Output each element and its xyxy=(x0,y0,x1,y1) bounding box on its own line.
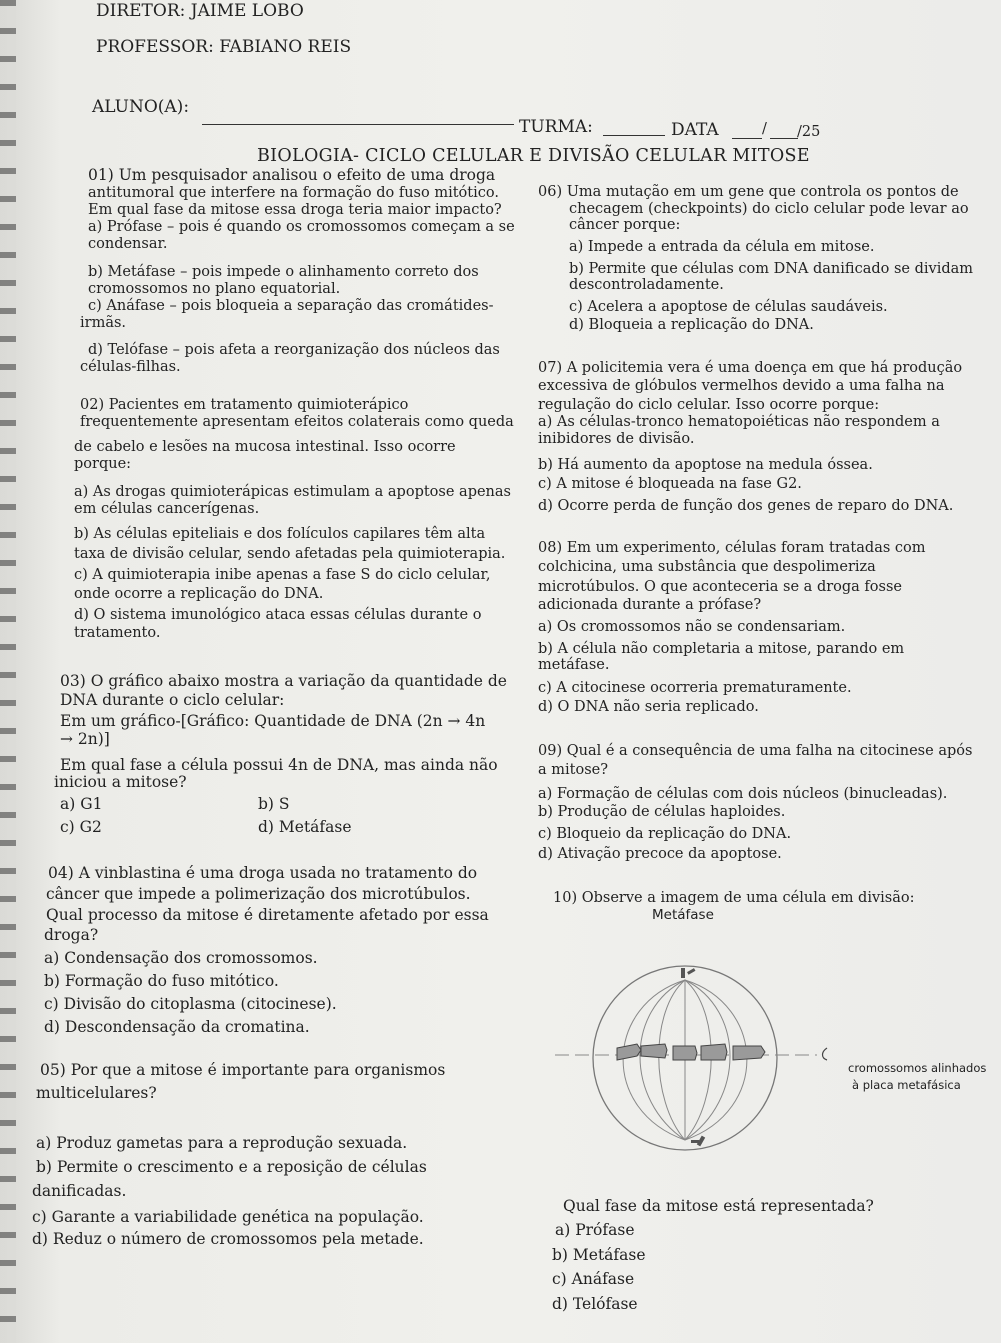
q8-option-b[interactable]: b) A célula não completaria a mitose, parando em xyxy=(538,641,905,657)
q3-text: 03) O gráfico abaixo mostra a variação da quantidade de xyxy=(60,672,507,690)
q2-text: 02) Pacientes em tratamento quimioterápico xyxy=(80,397,409,413)
q7-option-a[interactable]: a) As células-tronco hematopoiéticas não respondem a xyxy=(538,414,940,430)
q9-option-c[interactable]: c) Bloqueio da replicação do DNA. xyxy=(538,826,792,842)
q2-option-d[interactable]: tratamento. xyxy=(74,625,161,641)
q10-option-a[interactable]: a) Prófase xyxy=(555,1221,635,1239)
q1-text: Em qual fase da mitose essa droga teria maior impacto? xyxy=(88,202,502,218)
q2-option-a[interactable]: em células cancerígenas. xyxy=(74,501,260,517)
q10-option-d[interactable]: d) Telófase xyxy=(552,1295,638,1313)
figure-label-line2: à placa metafásica xyxy=(852,1078,961,1092)
class-field[interactable] xyxy=(603,135,665,136)
q9-text: 09) Qual é a consequência de uma falha na citocinese após xyxy=(538,743,973,759)
q6-option-c[interactable]: c) Acelera a apoptose de células saudáveis. xyxy=(569,299,888,315)
spiral-binding xyxy=(0,0,16,1343)
q4-option-b[interactable]: b) Formação do fuso mitótico. xyxy=(44,972,279,990)
q7-text: 07) A policitemia vera é uma doença em que há produção xyxy=(538,360,963,376)
q6-option-a[interactable]: a) Impede a entrada da célula em mitose. xyxy=(569,239,875,255)
q7-option-a[interactable]: inibidores de divisão. xyxy=(538,431,695,447)
q3-text: iniciou a mitose? xyxy=(54,773,187,791)
date-day-field[interactable] xyxy=(732,138,762,139)
date-label: DATA xyxy=(671,120,719,140)
q1-option-b[interactable]: b) Metáfase – pois impede o alinhamento correto dos xyxy=(88,264,479,280)
q3-option-c[interactable]: c) G2 xyxy=(60,818,102,836)
q7-option-c[interactable]: c) A mitose é bloqueada na fase G2. xyxy=(538,476,802,492)
q8-text: microtúbulos. O que aconteceria se a droga fosse xyxy=(538,579,902,595)
q5-option-d[interactable]: d) Reduz o número de cromossomos pela metade. xyxy=(32,1230,424,1248)
q4-option-c[interactable]: c) Divisão do citoplasma (citocinese). xyxy=(44,995,337,1013)
q9-text: a mitose? xyxy=(538,762,608,778)
q4-text: câncer que impede a polimerização dos microtúbulos. xyxy=(46,885,471,903)
q9-option-d[interactable]: d) Ativação precoce da apoptose. xyxy=(538,846,782,862)
q2-option-d[interactable]: d) O sistema imunológico ataca essas células durante o xyxy=(74,607,482,623)
q6-text: checagem (checkpoints) do ciclo celular pode levar ao xyxy=(569,201,969,217)
q5-option-b[interactable]: b) Permite o crescimento e a reposição de células xyxy=(36,1158,427,1176)
q5-option-b[interactable]: danificadas. xyxy=(32,1182,127,1200)
q4-text: Qual processo da mitose é diretamente afetado por essa xyxy=(46,906,489,924)
q8-text: colchicina, uma substância que despolimeriza xyxy=(538,559,876,575)
professor-line: PROFESSOR: FABIANO REIS xyxy=(96,37,352,57)
q2-option-b[interactable]: b) As células epiteliais e dos folículos capilares têm alta xyxy=(74,526,486,542)
director-line: DIRETOR: JAIME LOBO xyxy=(96,1,304,21)
q3-text: → 2n)] xyxy=(60,730,110,748)
q4-text: 04) A vinblastina é uma droga usada no tratamento do xyxy=(48,864,478,882)
q8-text: adicionada durante a prófase? xyxy=(538,597,762,613)
date-separator: / xyxy=(762,121,767,137)
q1-option-c[interactable]: irmãs. xyxy=(80,315,127,331)
q8-text: 08) Em um experimento, células foram tratadas com xyxy=(538,540,926,556)
q2-option-b[interactable]: taxa de divisão celular, sendo afetadas pela quimioterapia. xyxy=(74,546,506,562)
q7-text: excessiva de glóbulos vermelhos devido a uma falha na xyxy=(538,378,945,394)
q2-text: de cabelo e lesões na mucosa intestinal. Isso ocorre xyxy=(74,439,456,455)
q3-text: Em um gráfico-[Gráfico: Quantidade de DNA (2n → 4n xyxy=(60,712,486,730)
student-name-field[interactable] xyxy=(202,124,514,125)
q3-option-a[interactable]: a) G1 xyxy=(60,795,103,813)
q1-option-a[interactable]: a) Prófase – pois é quando os cromossomos começam a se xyxy=(88,219,515,235)
q8-option-a[interactable]: a) Os cromossomos não se condensariam. xyxy=(538,619,846,635)
q5-text: 05) Por que a mitose é importante para organismos xyxy=(40,1061,446,1079)
q6-option-b[interactable]: descontroladamente. xyxy=(569,277,724,293)
metaphase-cell-diagram xyxy=(555,950,835,1170)
q1-text: 01) Um pesquisador analisou o efeito de uma droga xyxy=(88,166,496,184)
q2-option-a[interactable]: a) As drogas quimioterápicas estimulam a apoptose apenas xyxy=(74,484,511,500)
figure-label-line1: cromossomos alinhados xyxy=(848,1061,987,1075)
q6-option-d[interactable]: d) Bloqueia a replicação do DNA. xyxy=(569,317,814,333)
date-year: /25 xyxy=(797,124,821,140)
page-title: BIOLOGIA- CICLO CELULAR E DIVISÃO CELULAR MITOSE xyxy=(257,146,810,166)
q4-option-d[interactable]: d) Descondensação da cromatina. xyxy=(44,1018,310,1036)
q2-text: frequentemente apresentam efeitos colaterais como queda xyxy=(80,414,514,430)
aligned-chromosomes xyxy=(617,1044,765,1060)
q4-text: droga? xyxy=(44,926,99,944)
q1-option-d[interactable]: d) Telófase – pois afeta a reorganização dos núcleos das xyxy=(88,342,500,358)
q8-option-c[interactable]: c) A citocinese ocorreria prematuramente. xyxy=(538,680,852,696)
student-label: ALUNO(A): xyxy=(92,97,190,117)
q10-question: Qual fase da mitose está representada? xyxy=(563,1197,874,1215)
figure-title: Metáfase xyxy=(652,907,714,923)
q7-option-b[interactable]: b) Há aumento da apoptose na medula óssea. xyxy=(538,457,873,473)
centriole-top-icon xyxy=(681,968,695,978)
q8-option-d[interactable]: d) O DNA não seria replicado. xyxy=(538,699,759,715)
q5-text: multicelulares? xyxy=(36,1084,157,1102)
q1-text: antitumoral que interfere na formação do fuso mitótico. xyxy=(88,185,499,201)
q3-option-b[interactable]: b) S xyxy=(258,795,290,813)
q1-option-c[interactable]: c) Anáfase – pois bloqueia a separação das cromátides- xyxy=(88,298,494,314)
q9-option-b[interactable]: b) Produção de células haploides. xyxy=(538,804,786,820)
q1-option-b[interactable]: cromossomos no plano equatorial. xyxy=(88,281,341,297)
q2-text: porque: xyxy=(74,456,132,472)
q10-option-c[interactable]: c) Anáfase xyxy=(552,1270,635,1288)
q9-option-a[interactable]: a) Formação de células com dois núcleos (binucleadas). xyxy=(538,786,948,802)
q6-option-b[interactable]: b) Permite que células com DNA danificado se dividam xyxy=(569,261,974,277)
q5-option-c[interactable]: c) Garante a variabilidade genética na população. xyxy=(32,1208,424,1226)
q6-text: câncer porque: xyxy=(569,217,681,233)
q2-option-c[interactable]: onde ocorre a replicação do DNA. xyxy=(74,586,324,602)
q3-text: DNA durante o ciclo celular: xyxy=(60,691,285,709)
q6-text: 06) Uma mutação em um gene que controla os pontos de xyxy=(538,184,959,200)
label-arrow-icon xyxy=(823,1048,828,1060)
q2-option-c[interactable]: c) A quimioterapia inibe apenas a fase S do ciclo celular, xyxy=(74,567,491,583)
q5-option-a[interactable]: a) Produz gametas para a reprodução sexuada. xyxy=(36,1134,408,1152)
q3-option-d[interactable]: d) Metáfase xyxy=(258,818,352,836)
q8-option-b[interactable]: metáfase. xyxy=(538,657,610,673)
class-label: TURMA: xyxy=(519,117,593,137)
q1-option-a[interactable]: condensar. xyxy=(88,236,168,252)
q7-text: regulação do ciclo celular. Isso ocorre porque: xyxy=(538,397,880,413)
q3-text: Em qual fase a célula possui 4n de DNA, mas ainda não xyxy=(60,756,498,774)
q10-text: 10) Observe a imagem de uma célula em divisão: xyxy=(553,890,915,906)
q7-option-d[interactable]: d) Ocorre perda de função dos genes de reparo do DNA. xyxy=(538,498,954,514)
q1-option-d[interactable]: células-filhas. xyxy=(80,359,181,375)
q10-option-b[interactable]: b) Metáfase xyxy=(552,1246,646,1264)
date-month-field[interactable] xyxy=(770,138,798,139)
q4-option-a[interactable]: a) Condensação dos cromossomos. xyxy=(44,949,318,967)
